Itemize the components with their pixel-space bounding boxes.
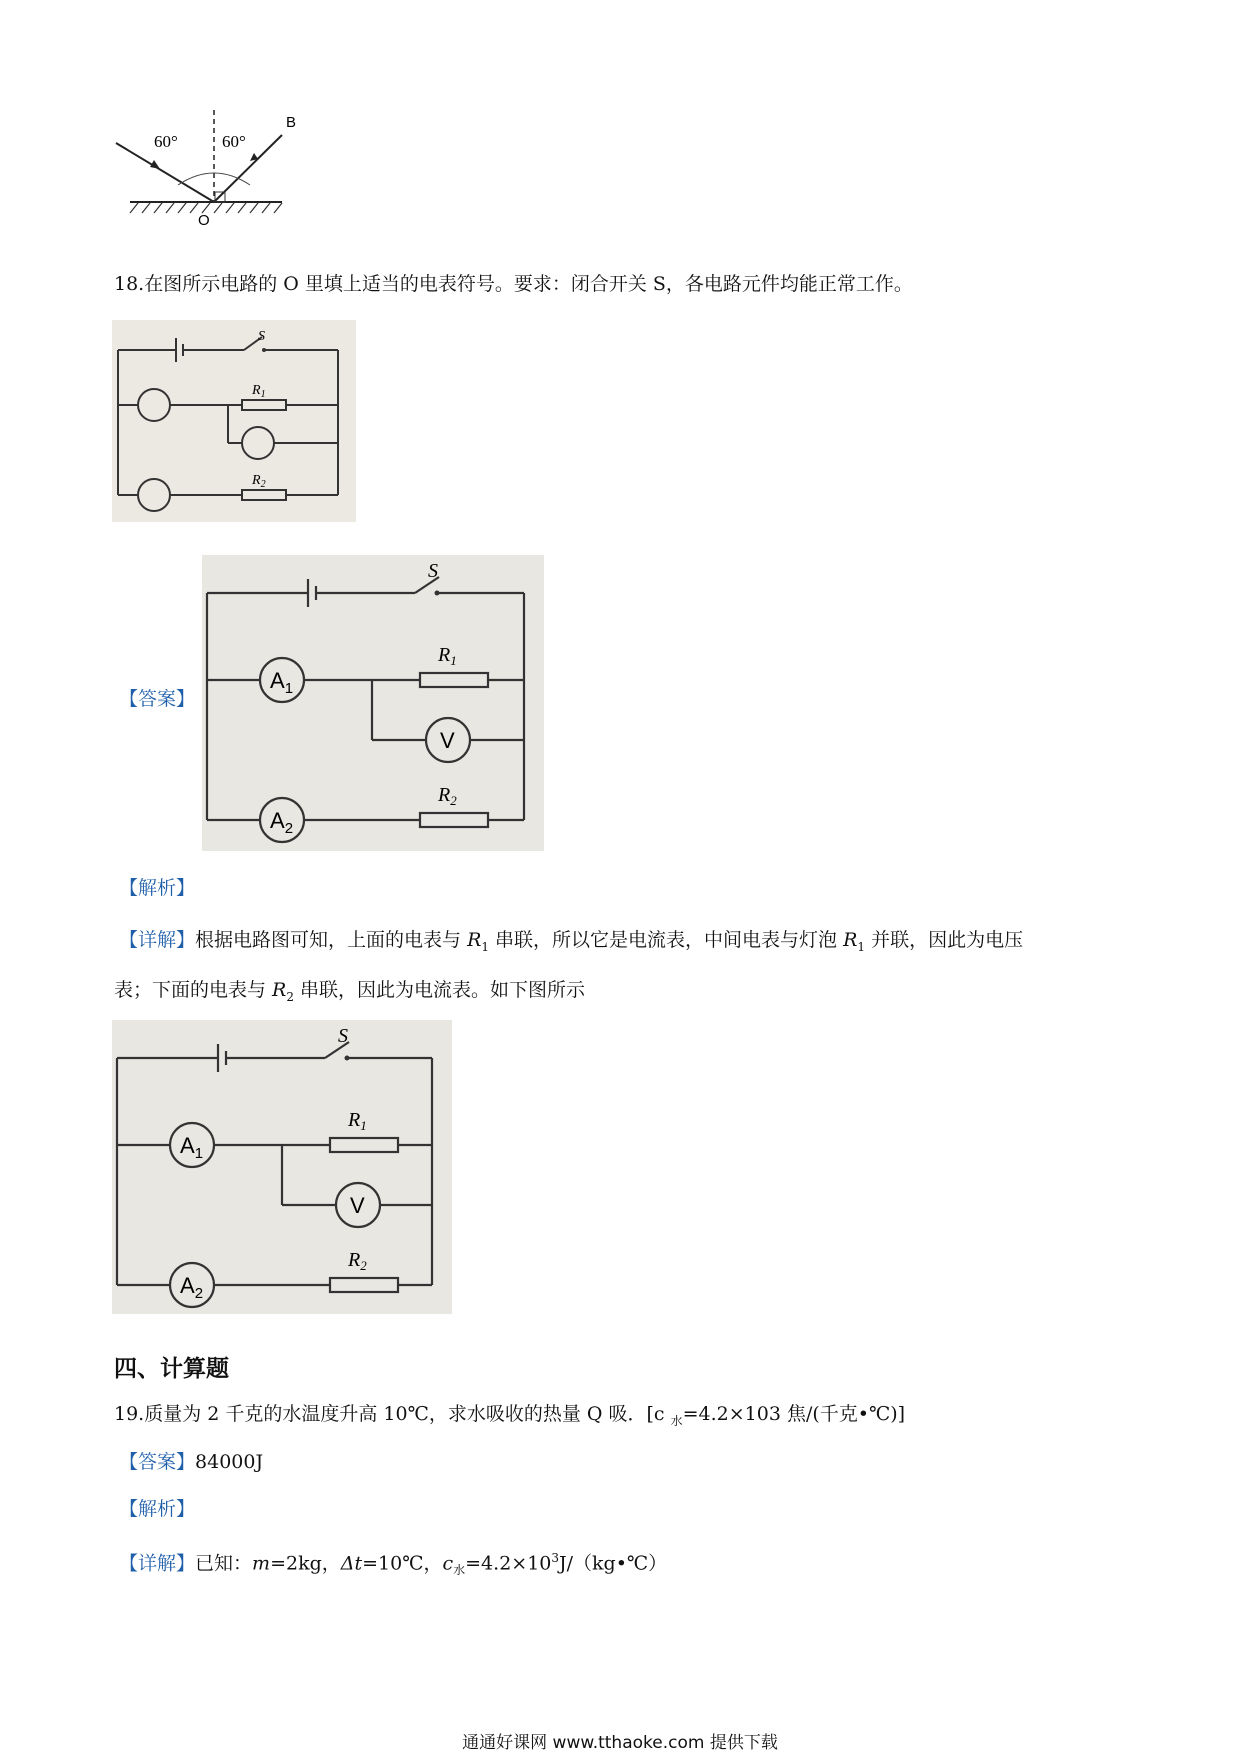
answer-switch-label: S <box>428 560 438 582</box>
q19-answer-line <box>119 1450 263 1474</box>
point-b-label: B <box>286 114 297 131</box>
detail-r1-label: $R_1$ <box>348 1109 367 1133</box>
ammeter-a1-symbol: $A_1$ <box>270 668 294 697</box>
q19-detail-line: 【详解】已知：m=2kg，Δt=10℃，$c_水=4.2\times 10^3J/(kg•℃)$ <box>119 1551 668 1578</box>
answer-r2-label: $R_2$ <box>438 784 457 808</box>
detail-circuit-diagram <box>112 1020 452 1314</box>
answer-circuit-image <box>202 555 544 851</box>
ammeter-a2-symbol: $A_2$ <box>270 808 294 837</box>
point-o-label: O <box>198 212 210 229</box>
detail-circuit-image <box>112 1020 452 1314</box>
q18-analysis-label: 【解析】 <box>119 877 196 899</box>
q18-question: 18.在图所示电路的 O 里填上适当的电表符号。要求：闭合开关 S，各电路元件均能正常工作。 <box>114 273 913 295</box>
q19-answer-label: 【答案】 <box>119 1451 196 1473</box>
detail-switch-label: S <box>338 1025 348 1047</box>
q19-answer-value: 84000J <box>195 1451 264 1473</box>
blank-r1-label: $R_1$ <box>252 383 266 400</box>
blank-circuit-diagram <box>112 320 356 522</box>
detail-voltmeter-v-symbol: V <box>350 1193 365 1218</box>
blank-switch-label: S <box>258 329 265 344</box>
voltmeter-v-symbol: V <box>440 728 455 753</box>
answer-r1-label: $R_1$ <box>438 644 457 668</box>
blank-circuit-image <box>112 320 356 522</box>
page-footer: 通通好课网 www.tthaoke.com 提供下载 <box>462 1733 778 1753</box>
angle-right-label: 60° <box>222 132 246 151</box>
section-four-heading: 四、计算题 <box>114 1356 229 1382</box>
q18-detail-line1: 【详解】根据电路图可知，上面的电表与 $R_1$ 串联，所以它是电流表，中间电表与灯泡 $R_1$ 并联，因此为电压 <box>119 929 1024 954</box>
q19-question: 19.质量为 2 千克的水温度升高 10℃，求水吸收的热量 Q 吸．[c $_水$=4.2×103 焦/(千克•℃)] <box>114 1403 906 1428</box>
detail-r2-label: $R_2$ <box>348 1249 367 1273</box>
detail-ammeter-a1-symbol: $A_1$ <box>180 1133 204 1162</box>
q19-analysis-label: 【解析】 <box>119 1498 196 1520</box>
angle-left-label: 60° <box>154 132 178 151</box>
blank-r2-label: $R_2$ <box>252 473 266 490</box>
detail-ammeter-a2-symbol: $A_2$ <box>180 1273 204 1302</box>
q18-detail-line2: 表；下面的电表与 $R_2$ 串联，因此为电流表。如下图所示 <box>114 979 586 1004</box>
reflection-diagram <box>110 105 330 235</box>
answer-circuit-diagram <box>202 555 544 851</box>
q18-answer-label: 【答案】 <box>119 688 196 710</box>
